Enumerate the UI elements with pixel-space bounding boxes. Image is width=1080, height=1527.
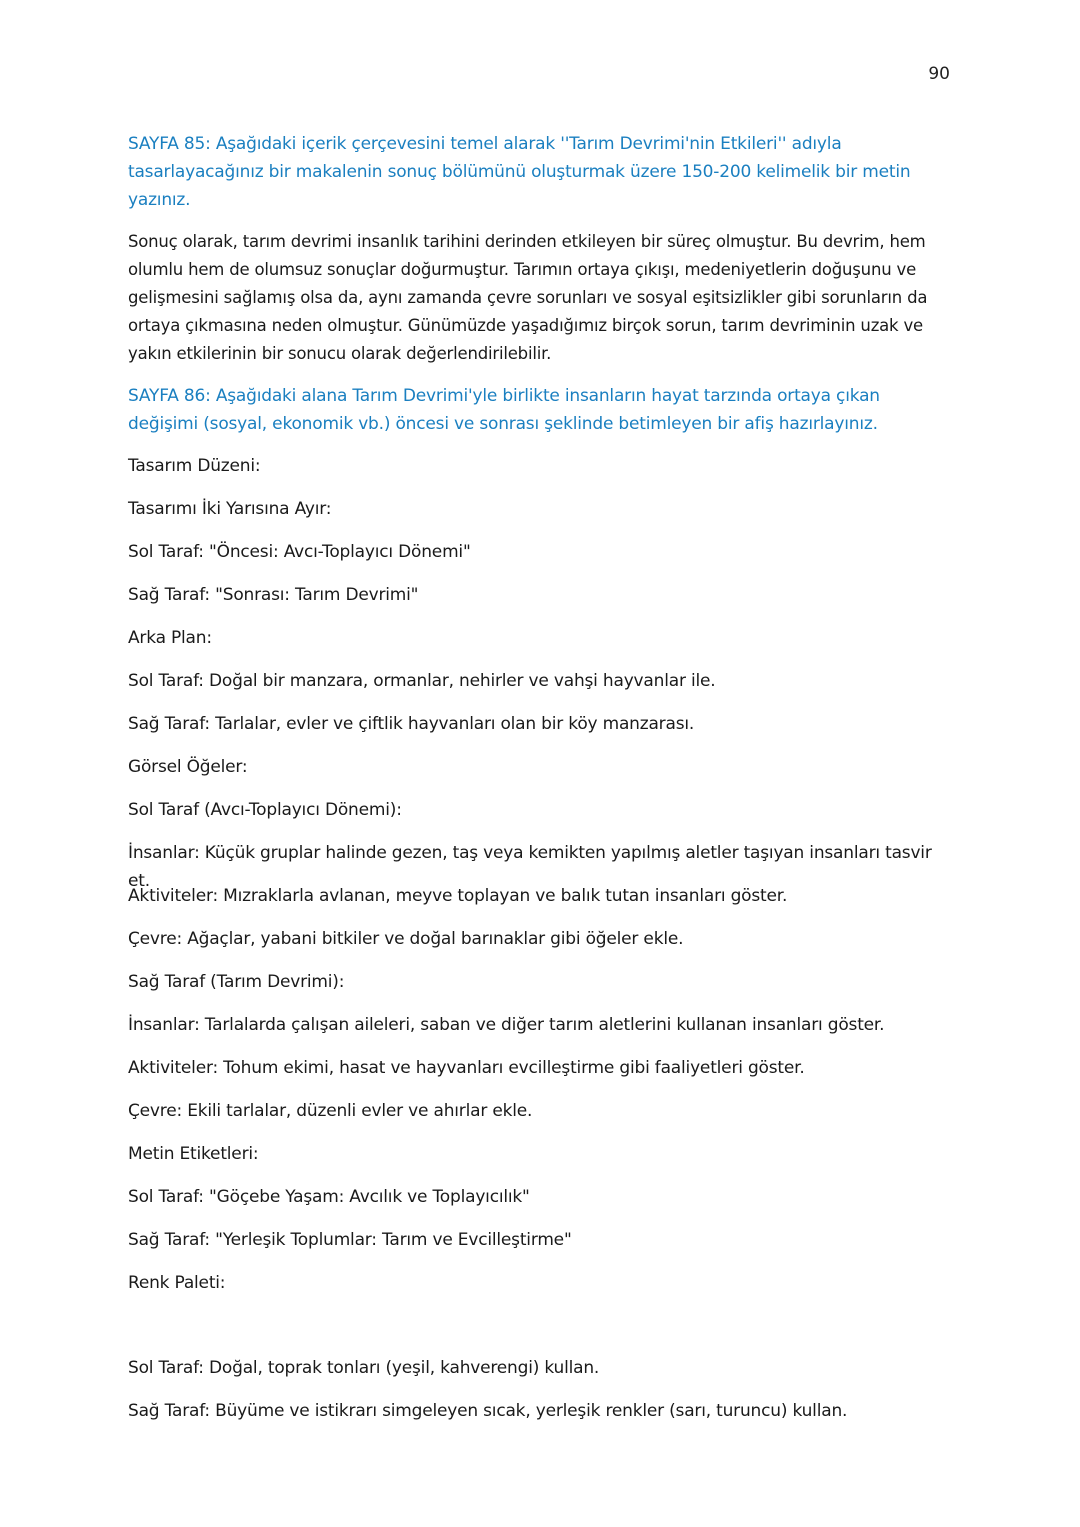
- design-line: Sağ Taraf: Tarlalar, evler ve çiftlik hayvanları olan bir köy manzarası.: [128, 714, 695, 734]
- sayfa85-prompt: SAYFA 85: Aşağıdaki içerik çerçevesini temel alarak ''Tarım Devrimi'nin Etkileri'' adıyla tasarlayacağınız bir makalenin sonuç bölümünü oluşturmak üzere 150-200 kelimelik bir metin yazınız.: [128, 134, 911, 210]
- page-content: [128, 130, 948, 1440]
- design-line: Arka Plan:: [128, 628, 212, 648]
- sayfa86-prompt: SAYFA 86: Aşağıdaki alana Tarım Devrimi'yle birlikte insanların hayat tarzında ortaya çıkan değişimi (sosyal, ekonomik vb.) öncesi ve sonrası şeklinde betimleyen bir afiş hazırlayınız.: [128, 386, 880, 434]
- design-line: Tasarımı İki Yarısına Ayır:: [128, 499, 332, 519]
- design-line: Sağ Taraf: "Yerleşik Toplumlar: Tarım ve Evcilleştirme": [128, 1230, 572, 1250]
- page-number: 90: [928, 64, 950, 84]
- design-line: Sol Taraf: "Göçebe Yaşam: Avcılık ve Toplayıcılık": [128, 1187, 530, 1207]
- design-line: Görsel Öğeler:: [128, 757, 248, 777]
- design-line: Aktiviteler: Mızraklarla avlanan, meyve toplayan ve balık tutan insanları göster.: [128, 886, 788, 906]
- design-line: Renk Paleti:: [128, 1273, 226, 1293]
- design-line: Sol Taraf: Doğal, toprak tonları (yeşil, kahverengi) kullan.: [128, 1358, 600, 1378]
- design-line: Sağ Taraf: Büyüme ve istikrarı simgeleyen sıcak, yerleşik renkler (sarı, turuncu) kullan.: [128, 1401, 848, 1421]
- design-line: İnsanlar: Tarlalarda çalışan aileleri, saban ve diğer tarım aletlerini kullanan insanları göster.: [128, 1015, 885, 1035]
- sayfa85-answer: Sonuç olarak, tarım devrimi insanlık tarihini derinden etkileyen bir süreç olmuştur. Bu devrim, hem olumlu hem de olumsuz sonuçlar doğurmuştur. Tarımın ortaya çıkışı, medeniyetlerin doğuşunu ve gelişmesini sağlamış olsa da, aynı zamanda çevre sorunları ve sosyal eşitsizlikler gibi sorunların da ortaya çıkmasına neden olmuştur. Günümüzde yaşadığımız birçok sorun, tarım devriminin uzak ve yakın etkilerinin bir sonucu olarak değerlendirilebilir.: [128, 232, 928, 363]
- design-line: Sol Taraf: Doğal bir manzara, ormanlar, nehirler ve vahşi hayvanlar ile.: [128, 671, 716, 691]
- blank-gap: [128, 1312, 948, 1354]
- design-line: Tasarım Düzeni:: [128, 456, 261, 476]
- poster-design-list: [128, 452, 948, 1440]
- design-line: Çevre: Ekili tarlalar, düzenli evler ve ahırlar ekle.: [128, 1101, 533, 1121]
- design-line: Aktiviteler: Tohum ekimi, hasat ve hayvanları evcilleştirme gibi faaliyetleri göster.: [128, 1058, 805, 1078]
- design-line: Sağ Taraf (Tarım Devrimi):: [128, 972, 345, 992]
- design-line: İnsanlar: Küçük gruplar halinde gezen, taş veya kemikten yapılmış aletler taşıyan insanları tasvir et.: [128, 843, 932, 891]
- design-line: Sol Taraf (Avcı-Toplayıcı Dönemi):: [128, 800, 402, 820]
- design-line: Sağ Taraf: "Sonrası: Tarım Devrimi": [128, 585, 419, 605]
- design-line: Çevre: Ağaçlar, yabani bitkiler ve doğal barınaklar gibi öğeler ekle.: [128, 929, 684, 949]
- design-line: Sol Taraf: "Öncesi: Avcı-Toplayıcı Dönemi": [128, 542, 471, 562]
- design-line: Metin Etiketleri:: [128, 1144, 259, 1164]
